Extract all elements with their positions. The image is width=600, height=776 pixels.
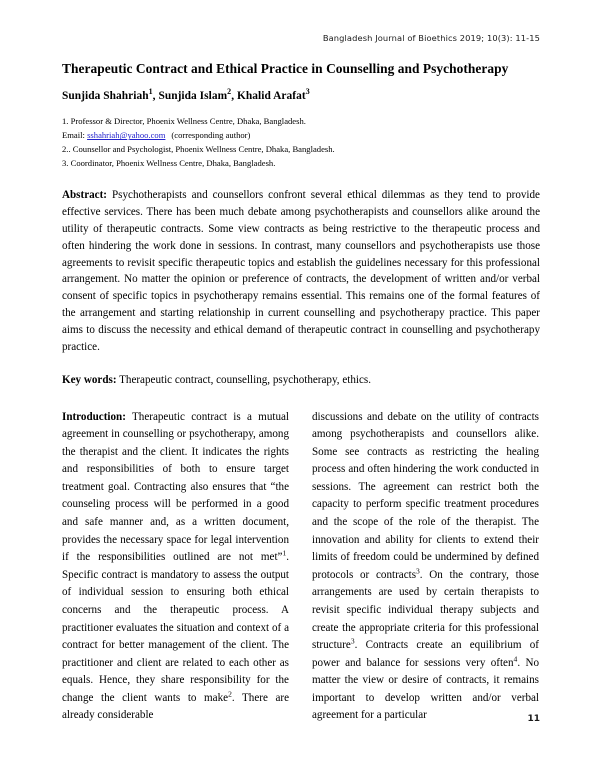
keywords-text: Therapeutic contract, counselling, psychotherapy, ethics.	[116, 373, 371, 386]
keywords-label: Key words:	[62, 373, 117, 386]
continuation-text-part-3: . Contracts create an equilibrium of power and balance for sessions very often	[312, 639, 539, 669]
author-list	[62, 87, 540, 103]
citation-ref-4: 3	[350, 636, 355, 646]
author-name-1: Sunjida Shahriah	[62, 90, 149, 103]
corresponding-author-note: (corresponding author)	[171, 130, 251, 141]
abstract-paragraph	[62, 187, 540, 356]
two-column-body	[62, 409, 540, 725]
abstract-text: Psychotherapists and counsellors confront several ethical dilemmas as they tend to provide effective services. There has been much debate among psychotherapists and counsellors alike around the utility of therapeutic contracts. Some view contracts as being restrictive to the therapeutic process and often hindering the work done in sessions. In contrast, many counsellors and psychotherapists use those agreements to revisit specific therapeutic topics and establish the guidelines necessary for this professional arrangement. No matter the opinion or preference of contracts, the development of written and/or verbal consent of specific topics in psychotherapy remains essential. This remains one of the formal features of the arrangement and starting relationship in current counselling and psychotherapy practice. This paper aims to discuss the necessity and ethical demand of therapeutic contract in counselling and psychotherapy practice.	[62, 189, 540, 353]
page-title: Therapeutic Contract and Ethical Practice in Counselling and Psychotherapy	[62, 61, 509, 76]
continuation-text-part-1: discussions and debate on the utility of contracts among psychotherapists and counsellors alike. Some see contracts as restricting the healing process and often hindering the work conducted in sessions. The agreement can restrict both the capacity to perform specific treatment procedures and the scope of the role of the therapist. The innovation and ability for clients to extend their limits of freedom could be undermined by defined protocols or contracts	[312, 410, 539, 581]
author-name-3: Khalid Arafat	[237, 90, 306, 103]
citation-ref-1: 1	[282, 548, 287, 558]
introduction-label: Introduction:	[62, 410, 126, 423]
introduction-text-part-1: Therapeutic contract is a mutual agreement in counselling or psychotherapy, among the therapist and the client. It indicates the rights and responsibilities of both to ensure target treatment goal. Contracting also ensures that “the counseling process will be performed in a good and safe manner and, as a written document, provides the necessary space for legal intervention if the responsibilities outlined are not met”	[62, 410, 289, 564]
introduction-paragraph	[62, 409, 289, 725]
continuation-text-part-4: . No matter the view or desire of contracts, it remains important to develop written and/or verbal agreement for a particular	[312, 656, 539, 722]
citation-ref-5: 4	[513, 653, 518, 663]
continuation-paragraph	[312, 409, 539, 725]
affiliation-block	[62, 115, 540, 171]
continuation-text-part-2: . On the contrary, those arrangements are used by certain therapists to revisit specific individual therapy subjects and create the appropriate criteria for this professional structure	[312, 568, 539, 652]
author-name-2: Sunjida Islam	[158, 90, 228, 103]
affiliation-item-1: 1. Professor & Director, Phoenix Wellness Centre, Dhaka, Bangladesh.	[62, 116, 306, 127]
journal-citation-header: Bangladesh Journal of Bioethics 2019; 10(3): 11-15	[322, 33, 540, 43]
body-column-right	[312, 409, 539, 725]
author-marker-1: 1	[148, 87, 153, 97]
email-label: Email:	[62, 130, 85, 141]
author-marker-2: 2	[227, 87, 232, 97]
author-separator-2: ,	[231, 90, 237, 103]
article-content	[62, 60, 540, 725]
citation-ref-2: 2	[228, 689, 232, 699]
page-number: 11	[527, 714, 540, 724]
affiliation-item-2: 2.. Counsellor and Psychologist, Phoenix Wellness Centre, Dhaka, Bangladesh.	[62, 144, 335, 155]
author-separator-1: ,	[152, 90, 159, 103]
introduction-text-part-2: . Specific contract is mandatory to assess the output of individual session to ensuring both ethical concerns and the therapeutic process. A practitioner evaluates the situation and context of a contract for better management of the client. The practitioner and client are related to each other as equals. Hence, they share responsibility for the change the client wants to make	[62, 551, 289, 704]
body-column-left	[62, 409, 289, 725]
corresponding-author-email-link[interactable]: sshahriah@yahoo.com	[87, 130, 166, 141]
affiliation-item-3: 3. Coordinator, Phoenix Wellness Centre, Dhaka, Bangladesh.	[62, 158, 276, 169]
abstract-label: Abstract:	[62, 189, 107, 202]
keywords-paragraph	[62, 372, 540, 389]
introduction-text-part-3: . There are already considerable	[62, 691, 289, 722]
citation-ref-3: 3	[416, 566, 420, 576]
author-marker-3: 3	[305, 87, 310, 97]
email-line	[62, 129, 540, 143]
